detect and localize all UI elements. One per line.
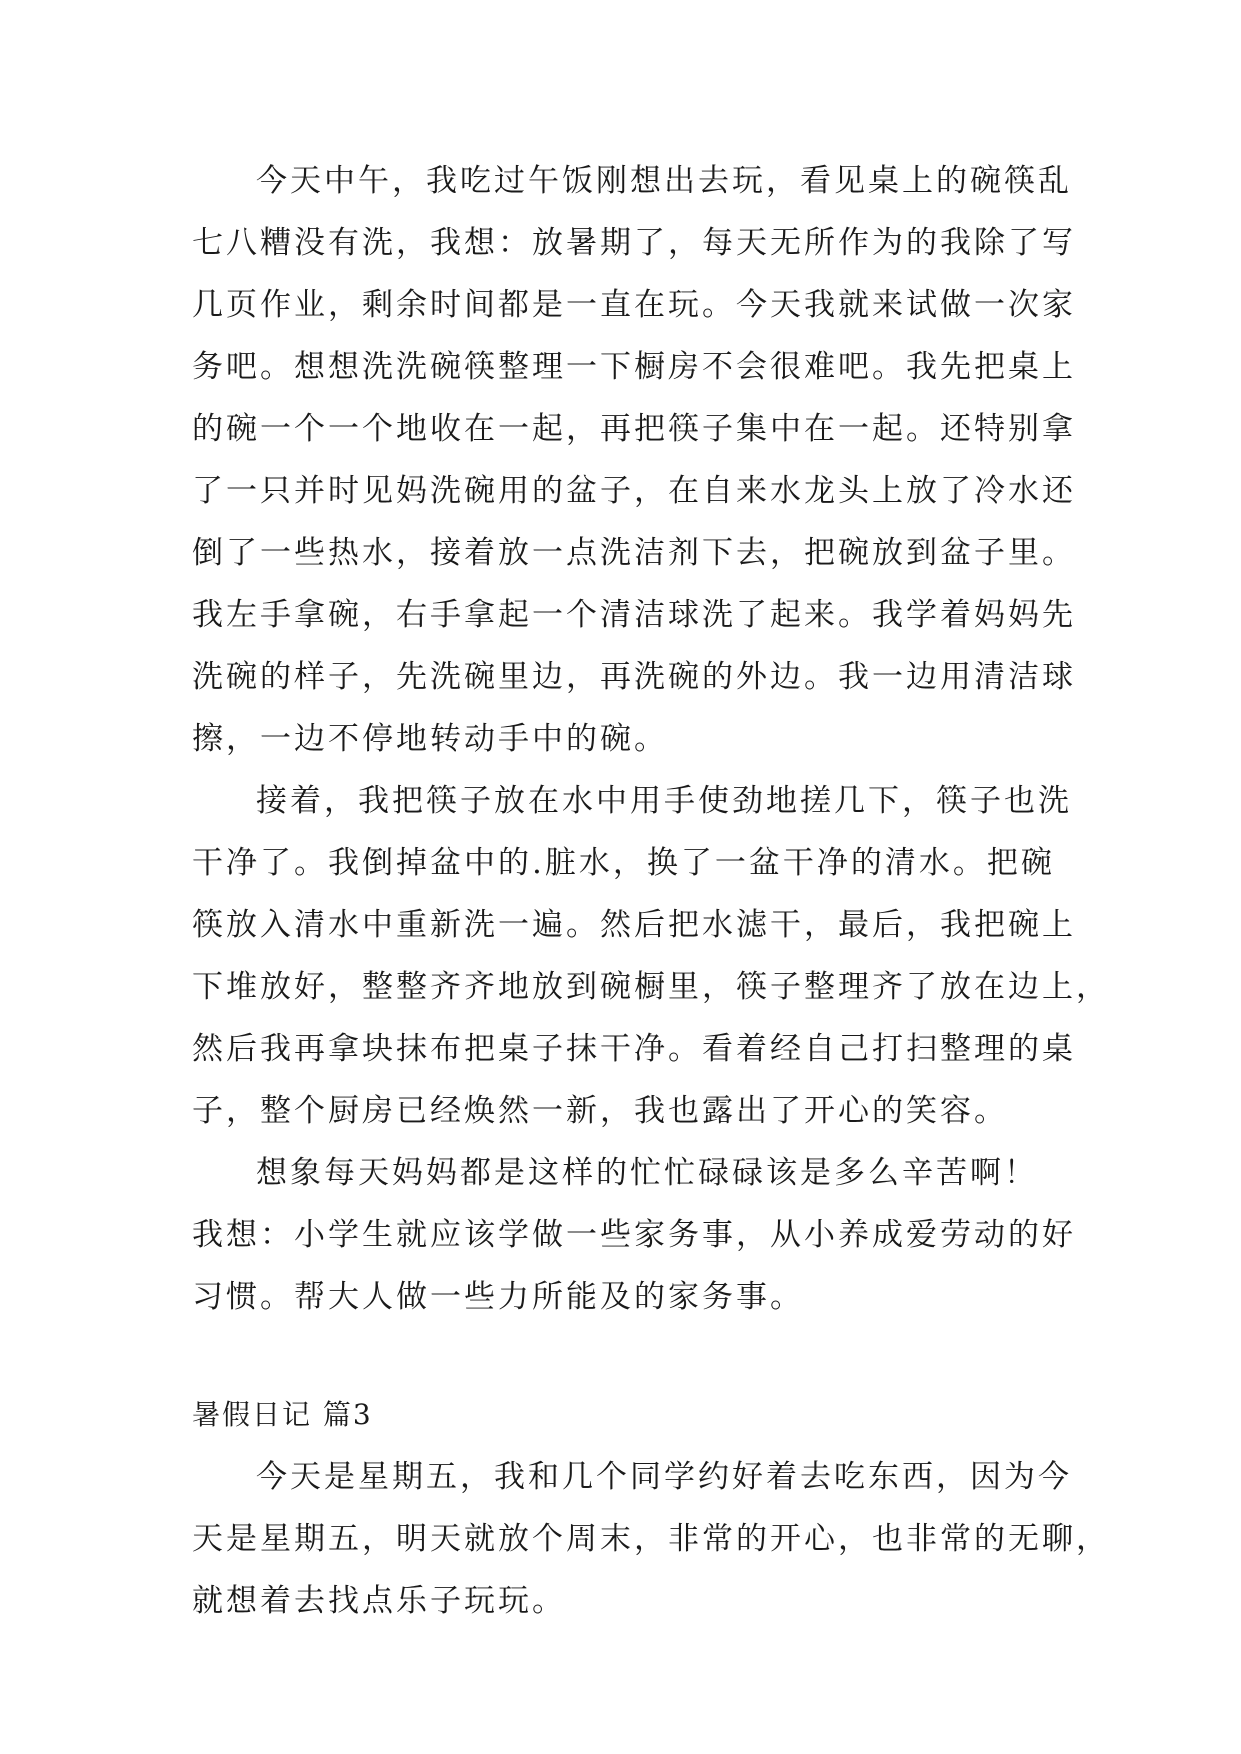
text-line: 干净了。我倒掉盆中的.脏水，换了一盆干净的清水。把碗 <box>192 845 1055 881</box>
paragraph-3 <box>192 1142 1076 1328</box>
paragraph-1 <box>192 150 1076 770</box>
text-line: 洗碗的样子，先洗碗里边，再洗碗的外边。我一边用清洁球 <box>192 659 1076 695</box>
text-line: 接着，我把筷子放在水中用手使劲地搓几下，筷子也洗 <box>256 783 1072 819</box>
text-line: 就想着去找点乐子玩玩。 <box>192 1583 566 1619</box>
text-line: 我左手拿碗，右手拿起一个清洁球洗了起来。我学着妈妈先 <box>192 597 1076 633</box>
text-line: 擦，一边不停地转动手中的碗。 <box>192 721 668 757</box>
text-line: 下堆放好，整整齐齐地放到碗橱里，筷子整理齐了放在边上， <box>192 969 1110 1005</box>
text-line: 子，整个厨房已经焕然一新，我也露出了开心的笑容。 <box>192 1093 1008 1129</box>
text-line: 务吧。想想洗洗碗筷整理一下橱房不会很难吧。我先把桌上 <box>192 349 1076 385</box>
text-line: 今天是星期五，我和几个同学约好着去吃东西，因为今 <box>256 1459 1072 1495</box>
text-line: 我想：小学生就应该学做一些家务事，从小养成爱劳动的好 <box>192 1217 1076 1253</box>
text-line: 今天中午，我吃过午饭刚想出去玩，看见桌上的碗筷乱 <box>256 163 1072 199</box>
text-line: 习惯。帮大人做一些力所能及的家务事。 <box>192 1279 804 1315</box>
section-heading: 暑假日记 篇3 <box>192 1398 373 1431</box>
text-line: 筷放入清水中重新洗一遍。然后把水滤干，最后，我把碗上 <box>192 907 1076 943</box>
text-line: 几页作业，剩余时间都是一直在玩。今天我就来试做一次家 <box>192 287 1076 323</box>
text-line: 天是星期五，明天就放个周末，非常的开心，也非常的无聊， <box>192 1521 1110 1557</box>
text-line: 倒了一些热水，接着放一点洗洁剂下去，把碗放到盆子里。 <box>192 535 1076 571</box>
text-line: 然后我再拿块抹布把桌子抹干净。看着经自己打扫整理的桌 <box>192 1031 1076 1067</box>
text-line: 了一只并时见妈洗碗用的盆子，在自来水龙头上放了冷水还 <box>192 473 1076 509</box>
document-body <box>192 150 1110 1632</box>
text-line: 七八糟没有洗，我想：放暑期了，每天无所作为的我除了写 <box>192 225 1076 261</box>
paragraph-2 <box>192 770 1110 1142</box>
section-paragraph <box>192 1446 1110 1632</box>
text-line: 的碗一个一个地收在一起，再把筷子集中在一起。还特别拿 <box>192 411 1076 447</box>
text-line: 想象每天妈妈都是这样的忙忙碌碌该是多么辛苦啊！ <box>256 1155 1038 1191</box>
